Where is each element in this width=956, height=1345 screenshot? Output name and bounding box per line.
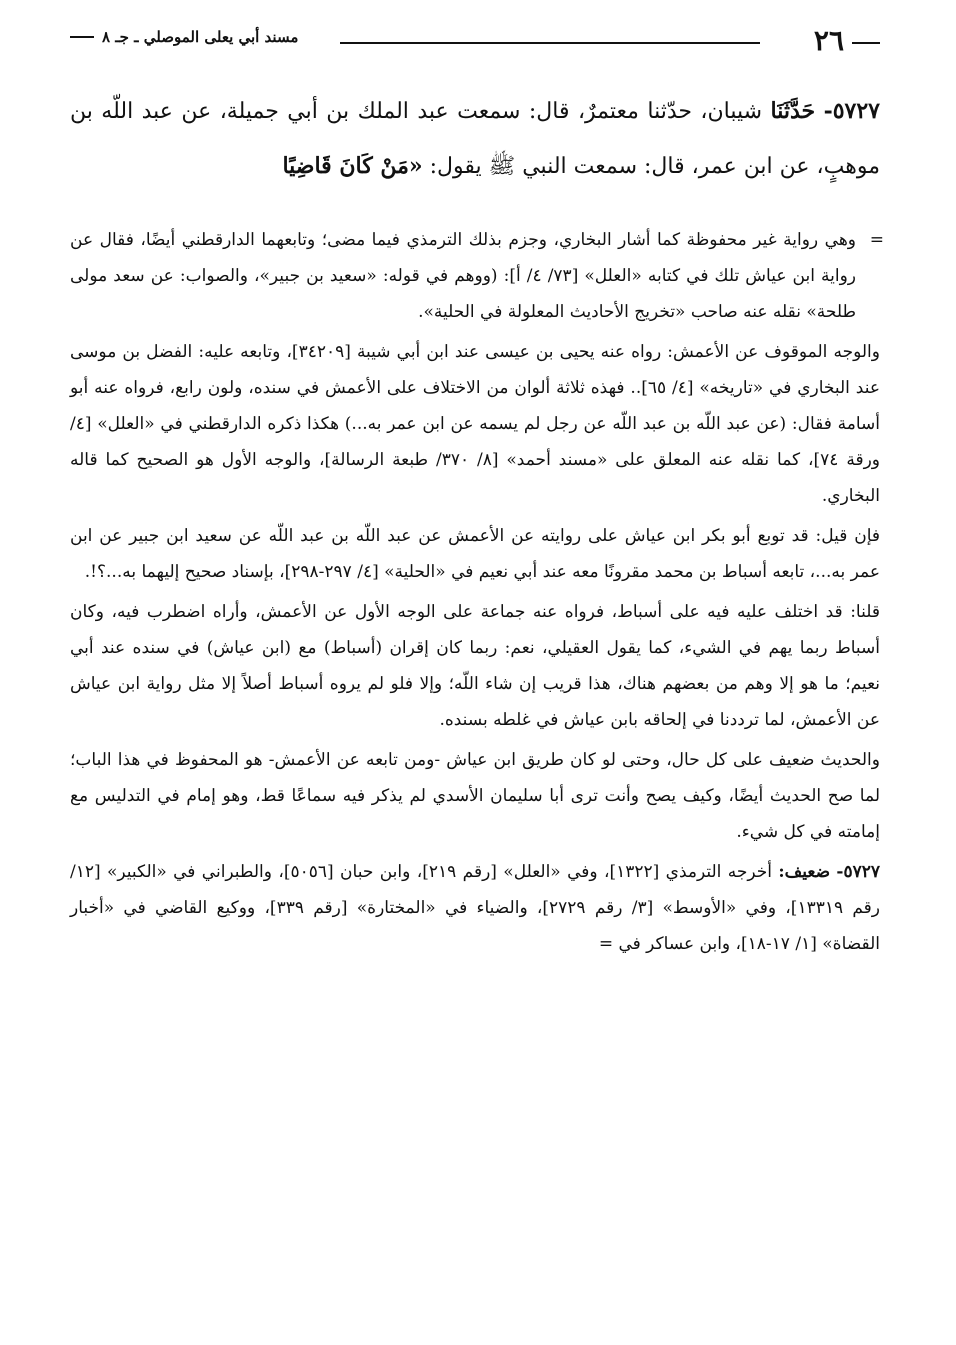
header-dash-right [852,42,880,44]
footnote-paragraph: والوجه الموقوف عن الأعمش: رواه عنه يحيى بن عيسى عند ابن أبي شيبة [٣٤٢٠٩]، وتابعه عليه: الفضل بن موسى عند البخاري في «تاريخه» [٤/ ٦٥].. فهذه ثلاثة ألوان من الاختلاف على الأعمش في سنده، ولون رابع، فرواه عنه أبو أسامة فقال: (عن عبد اللّه بن عبد اللّه عن رجل لم يسمه عن ابن عمر به...) هكذا ذكره الدارقطني في «العلل» [٤/ ورقة ٧٤]، كما نقله عنه المعلق على «مسند أحمد» [٨/ ٣٧٠/ طبعة الرسالة]، والوجه الأول هو الصحيح كما قاله البخاري. [70,342,880,506]
continuation-mark: = [869,230,884,250]
running-title [70,28,298,46]
footnote-paragraph: فإن قيل: قد توبع أبو بكر ابن عياش على روايته عن الأعمش عن عبد اللّه بن عبد اللّه عن سعيد ابن جبير عن ابن عمر به...، تابعه أسباط بن محمد مقرونًا معه عند أبي نعيم في «الحلية» [٤/ ٢٩٧-٢٩٨]، بإسناد صحيح إليهما به...؟!. [70,526,880,582]
hadith-line2: عبد اللّه بن موهبٍ، عن ابن عمر، قال: سمعت النبي ﷺ يقول: [70,99,880,179]
footnote-paragraph: والحديث ضعيف على كل حال، وحتى لو كان طريق ابن عياش -ومن تابعه عن الأعمش- هو المحفوظ في هذا الباب؛ لما صح الحديث أيضًا، وكيف يصح وأنت ترى أبا سليمان الأسدي لم يذكر فيه سماعًا قط، وهو إمام في التدليس مع إمامته في كل شيء. [70,750,880,842]
page [70,22,884,966]
hadith-line1: شيبان، حدّثنا معتمرٌ، قال: سمعت عبد الملك بن أبي جميلة، عن [181,99,763,124]
running-title-text: مسند أبي يعلى الموصلي ـ جـ ٨ [102,28,299,46]
footnote-paragraph [70,222,884,330]
footnote-paragraph-text: وهي رواية غير محفوظة كما أشار البخاري، وجزم بذلك الترمذي فيما مضى؛ وتابعهما الدارقطني أيضًا، فقال عن رواية ابن عياش تلك في كتابه «العلل» [٧٣/ ٤/ أ]: (ووهم في قوله: «سعيد بن جبير»، والصواب: عن سعد مولى طلحة» نقله عنه صاحب «تخريج الأحاديث المعلولة في الحلية». [70,230,857,322]
footnote-paragraph: قلنا: قد اختلف عليه فيه على أسباط، فرواه عنه جماعة على الوجه الأول عن الأعمش، وأراه اضطرب فيه، وكان أسباط ربما يهم في الشيء، كما يقول العقيلي، نعم: ربما كان إقران (أسباط) مع (ابن عياش) في سنده عند أبي نعيم؛ ما هو إلا وهم من بعضهم هناك، هذا قريب إن شاء اللّه؛ وإلا فلو لم يروه أسباط أصلاً إلا مثل رواية ابن عياش عن الأعمش، لما ترددنا في إلحاقه بابن عياش في غلطه بسنده. [70,602,880,730]
takhrij-number: ٥٧٢٧- [836,862,881,882]
hadith-dash: - [823,98,833,124]
hadith-text [70,84,880,194]
takhrij-text: أخرجه الترمذي [١٣٢٢]، وفي «العلل» [رقم ٢١٩]، وابن حبان [٥٠٥٦]، والطبراني في «الكبير» [١٢/ رقم ١٣٣١٩]، وفي «الأوسط» [٣/ رقم ٢٧٢٩]، والضياء في «المختارة» [رقم ٣٣٩]، ووكيع القاضي في «أخبار القضاة» [١/ ١٧-١٨]، وابن عساكر في = [70,862,880,954]
takhrij-label: ضعيف: [778,862,831,882]
hadith-opening: حَدَّثَنَا [770,98,816,124]
page-number-text: ٢٦ [813,24,844,57]
hadith-number: ٥٧٢٧ [832,98,880,124]
page-number [814,24,880,57]
hadith-quote-start: «مَنْ كَانَ قَاضِيًا [282,153,423,179]
page-header [70,22,880,62]
takhrij-paragraph [70,854,880,962]
footnotes [70,222,884,962]
header-rule [340,42,760,44]
header-dash-left [70,36,94,38]
